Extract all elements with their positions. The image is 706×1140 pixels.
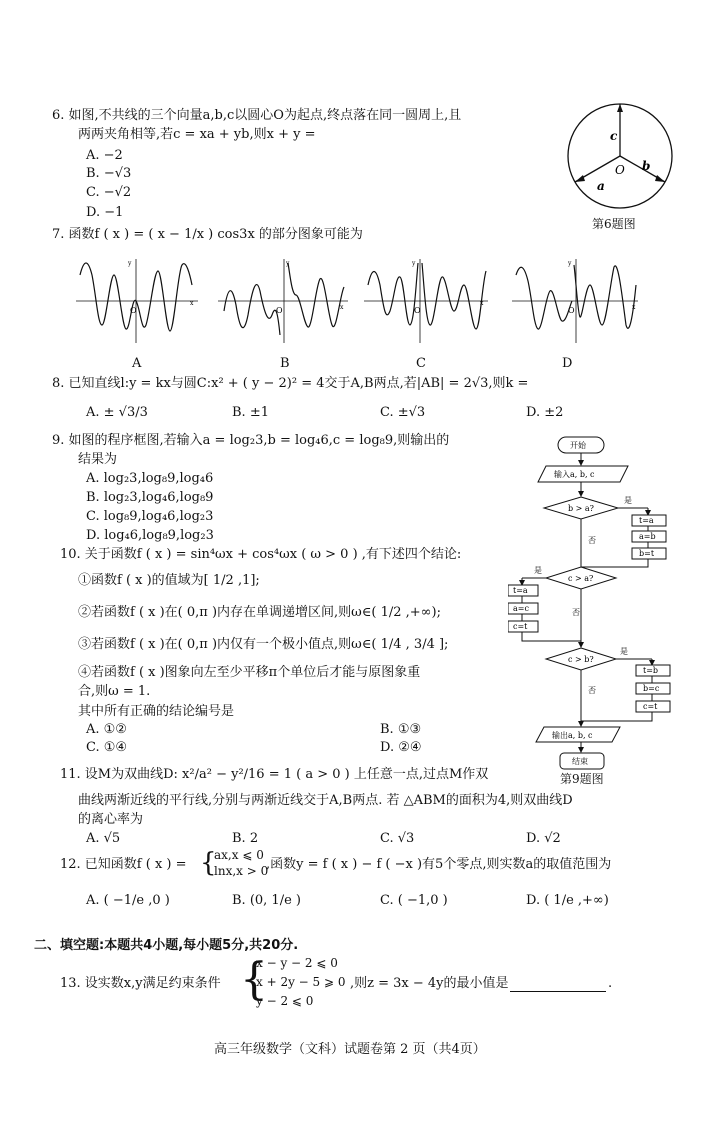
fc-cond1: b > a? xyxy=(568,504,594,513)
svg-text:否: 否 xyxy=(588,536,596,545)
fc-output: 输出a, b, c xyxy=(552,731,593,740)
q7-graph-label-a: A xyxy=(132,356,142,371)
q7-graph-label-d: D xyxy=(562,356,573,371)
svg-text:c=t: c=t xyxy=(643,702,658,711)
svg-text:a=c: a=c xyxy=(513,604,529,613)
q10-c4b: 合,则ω = 1. xyxy=(78,684,151,699)
q6-option-c: C. −√2 xyxy=(86,185,132,200)
q6-option-b: B. −√3 xyxy=(86,166,132,181)
fc-input: 输入a, b, c xyxy=(554,470,595,479)
q13-answer-blank[interactable] xyxy=(510,991,606,992)
q6-figure-caption: 第6题图 xyxy=(592,217,636,231)
q9-option-b: B. log₂3,log₄6,log₈9 xyxy=(86,490,214,505)
q10-option-b: B. ①③ xyxy=(380,722,422,737)
label-c: c xyxy=(610,129,618,143)
q9-option-a: A. log₂3,log₈9,log₄6 xyxy=(86,471,214,486)
q7-text: 7. 函数f ( x ) = ( x − 1/x ) cos3x 的部分图象可能为 xyxy=(52,227,363,242)
q10-line1: 10. 关于函数f ( x ) = sin⁴ωx + cos⁴ωx ( ω > 0 ) ,有下述四个结论: xyxy=(60,547,462,562)
svg-text:x: x xyxy=(480,300,484,307)
q13-c2: x + 2y − 5 ⩾ 0 xyxy=(256,975,346,989)
fc-start: 开始 xyxy=(570,441,586,450)
q12-case1: ax,x ⩽ 0 xyxy=(214,848,264,862)
q7-graph-label-c: C xyxy=(416,356,426,371)
label-o: O xyxy=(615,163,625,177)
q9-figure-caption: 第9题图 xyxy=(560,772,604,786)
q10-ask: 其中所有正确的结论编号是 xyxy=(78,704,235,719)
q8-option-b: B. ±1 xyxy=(232,405,269,420)
q7-graph-label-b: B xyxy=(280,356,290,371)
q11-line2: 曲线两渐近线的平行线,分别与两渐近线交于A,B两点. 若 △ABM的面积为4,则双曲线D xyxy=(78,793,573,808)
q6-option-a: A. −2 xyxy=(86,148,123,163)
svg-text:b=c: b=c xyxy=(643,684,660,693)
svg-text:是: 是 xyxy=(620,647,628,656)
fc-end: 结束 xyxy=(572,757,588,766)
q9-line2: 结果为 xyxy=(78,452,118,467)
q10-option-c: C. ①④ xyxy=(86,740,128,755)
svg-text:是: 是 xyxy=(534,566,542,575)
svg-text:y: y xyxy=(568,260,572,267)
q6-line1: 6. 如图,不共线的三个向量a,b,c以圆心O为起点,终点落在同一圆周上,且 xyxy=(52,108,462,123)
page-footer: 高三年级数学（文科）试题卷第 2 页（共4页） xyxy=(214,1042,486,1057)
svg-text:t=b: t=b xyxy=(643,666,659,675)
fc-cond3: c > b? xyxy=(568,655,594,664)
svg-text:a=b: a=b xyxy=(639,532,656,541)
q6-option-d: D. −1 xyxy=(86,205,124,220)
svg-text:c=t: c=t xyxy=(513,622,528,631)
q6-line2: 两两夹角相等,若c = xa + yb,则x + y = xyxy=(78,127,316,142)
q8-option-a: A. ± √3/3 xyxy=(86,405,148,420)
q13-period: . xyxy=(608,976,613,991)
q13-c3: y − 2 ⩽ 0 xyxy=(256,994,314,1008)
q12-option-d: D. ( 1/e ,+∞) xyxy=(526,893,609,908)
q12-option-a: A. ( −1/e ,0 ) xyxy=(86,893,170,908)
q11-line3: 的离心率为 xyxy=(78,812,144,827)
q9-option-d: D. log₄6,log₈9,log₂3 xyxy=(86,528,214,543)
q10-c2: ②若函数f ( x )在( 0,π )内存在单调递增区间,则ω∈( 1/2 ,+∞); xyxy=(78,605,441,620)
q12-case2: lnx,x > 0 xyxy=(214,864,269,878)
q12-pre: 12. 已知函数f ( x ) = xyxy=(60,857,187,872)
svg-text:O: O xyxy=(568,306,575,315)
svg-text:否: 否 xyxy=(572,608,580,617)
q8-text: 8. 已知直线l:y = kx与圆C:x² + ( y − 2)² = 4交于A,B两点,若|AB| = 2√3,则k = xyxy=(52,376,529,391)
svg-text:y: y xyxy=(286,260,290,267)
q12-option-c: C. ( −1,0 ) xyxy=(380,893,448,908)
q13-brace: { xyxy=(240,954,268,1005)
svg-text:t=a: t=a xyxy=(639,516,654,525)
graph-b xyxy=(218,259,348,343)
fc-cond2: c > a? xyxy=(568,574,594,583)
svg-text:O: O xyxy=(414,306,421,315)
q11-line1: 11. 设M为双曲线D: x²/a² − y²/16 = 1 ( a > 0 ) 上任意一点,过点M作双 xyxy=(60,767,489,782)
q10-c1: ①函数f ( x )的值域为[ 1/2 ,1]; xyxy=(78,573,260,588)
label-a: a xyxy=(597,179,605,193)
q7-graphs xyxy=(68,255,648,347)
q8-option-d: D. ±2 xyxy=(526,405,564,420)
svg-text:y: y xyxy=(128,260,132,267)
graph-c xyxy=(364,259,488,343)
svg-text:O: O xyxy=(276,306,283,315)
svg-text:t=a: t=a xyxy=(513,586,528,595)
graph-a xyxy=(76,259,198,343)
svg-text:x: x xyxy=(190,300,194,307)
svg-text:是: 是 xyxy=(624,496,632,505)
q9-line1: 9. 如图的程序框图,若输入a = log₂3,b = log₄6,c = log₈9,则输出的 xyxy=(52,433,450,448)
q11-option-a: A. √5 xyxy=(86,831,121,846)
svg-text:x: x xyxy=(340,304,344,311)
section-2-heading: 二、填空题:本题共4小题,每小题5分,共20分. xyxy=(34,938,299,953)
q10-option-a: A. ①② xyxy=(86,722,127,737)
label-b: b xyxy=(642,159,651,173)
q10-c3: ③若函数f ( x )在( 0,π )内仅有一个极小值点,则ω∈( 1/4 , 3/4 ]; xyxy=(78,637,449,652)
q11-option-b: B. 2 xyxy=(232,831,259,846)
q12-option-b: B. (0, 1/e ) xyxy=(232,893,301,908)
graph-d xyxy=(512,259,638,343)
q12-post: ,函数y = f ( x ) − f ( −x )有5个零点,则实数a的取值范围为 xyxy=(266,857,612,872)
q10-c4a: ④若函数f ( x )图象向左至少平移π个单位后才能与原图象重 xyxy=(78,665,421,680)
q9-flowchart xyxy=(508,435,704,775)
q6-circle-figure xyxy=(564,98,684,216)
q13-c1: x − y − 2 ⩽ 0 xyxy=(256,956,338,970)
q8-option-c: C. ±√3 xyxy=(380,405,426,420)
q10-option-d: D. ②④ xyxy=(380,740,422,755)
q13-pre: 13. 设实数x,y满足约束条件 xyxy=(60,976,221,991)
svg-text:y: y xyxy=(412,260,416,267)
q9-option-c: C. log₈9,log₄6,log₂3 xyxy=(86,509,214,524)
q11-option-d: D. √2 xyxy=(526,831,561,846)
svg-text:否: 否 xyxy=(588,686,596,695)
q13-post: ,则z = 3x − 4y的最小值是 xyxy=(350,976,509,991)
svg-text:b=t: b=t xyxy=(639,549,655,558)
q11-option-c: C. √3 xyxy=(380,831,415,846)
q12-brace: { xyxy=(200,848,217,878)
svg-text:x: x xyxy=(632,304,636,311)
svg-text:O: O xyxy=(130,306,137,315)
